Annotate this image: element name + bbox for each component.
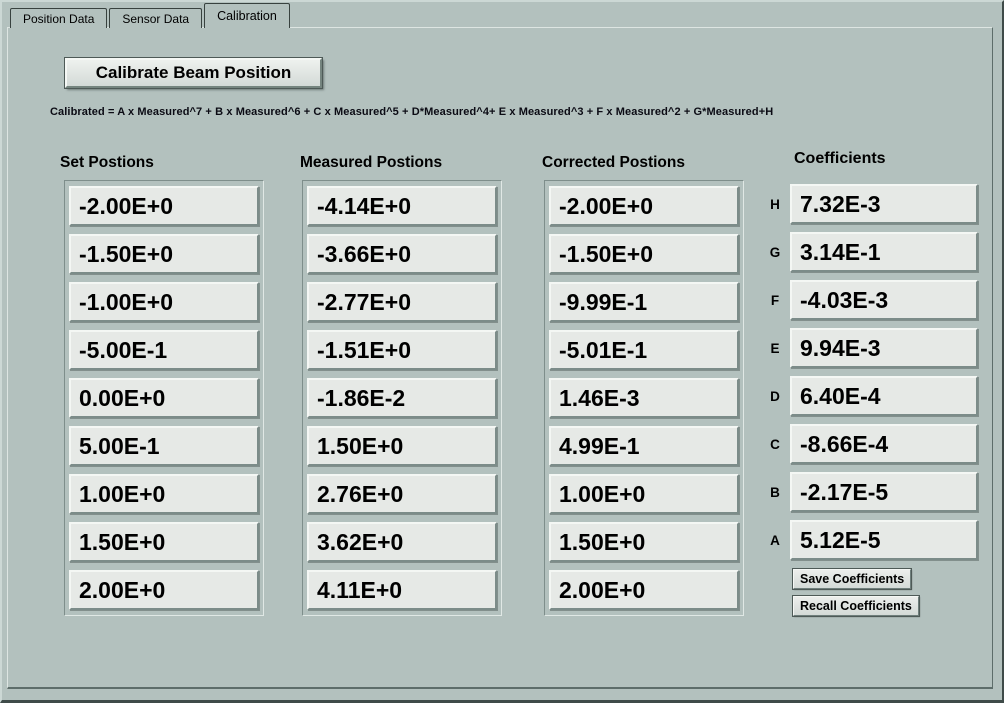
coefficient-label: G [769, 244, 781, 260]
corrected-position-field[interactable]: 4.99E-1 [549, 426, 739, 466]
measured-positions-header: Measured Postions [300, 154, 443, 171]
measured-position-field[interactable]: -1.51E+0 [307, 330, 497, 370]
set-positions-header: Set Postions [60, 154, 154, 171]
corrected-position-field[interactable]: -1.50E+0 [549, 234, 739, 274]
measured-positions-array [302, 180, 502, 616]
set-position-field[interactable]: 1.00E+0 [69, 474, 259, 514]
set-positions-array [64, 180, 264, 616]
measured-position-field[interactable]: 2.76E+0 [307, 474, 497, 514]
coefficient-label: A [770, 532, 780, 548]
tab-position-data[interactable]: Position Data [10, 8, 107, 28]
set-position-field[interactable]: 0.00E+0 [69, 378, 259, 418]
calibrate-beam-position-button[interactable]: Calibrate Beam Position [65, 58, 322, 88]
set-position-field[interactable]: -1.00E+0 [69, 282, 259, 322]
corrected-position-field[interactable]: 1.46E-3 [549, 378, 739, 418]
measured-position-field[interactable]: 3.62E+0 [307, 522, 497, 562]
corrected-positions-header: Corrected Postions [542, 154, 685, 171]
corrected-position-field[interactable]: -9.99E-1 [549, 282, 739, 322]
save-coefficients-button[interactable]: Save Coefficients [793, 569, 911, 589]
coefficient-field[interactable]: 3.14E-1 [790, 232, 978, 272]
corrected-position-field[interactable]: 1.00E+0 [549, 474, 739, 514]
coefficient-field[interactable]: 6.40E-4 [790, 376, 978, 416]
coefficient-field[interactable]: -2.17E-5 [790, 472, 978, 512]
coefficient-row [760, 184, 978, 224]
coefficient-field[interactable]: -4.03E-3 [790, 280, 978, 320]
calibration-tab-page [7, 27, 993, 689]
corrected-position-field[interactable]: -5.01E-1 [549, 330, 739, 370]
corrected-position-field[interactable]: 2.00E+0 [549, 570, 739, 610]
set-position-field[interactable]: 5.00E-1 [69, 426, 259, 466]
coefficients-header: Coefficients [794, 150, 886, 167]
measured-position-field[interactable]: -4.14E+0 [307, 186, 497, 226]
tab-calibration[interactable]: Calibration [204, 3, 290, 28]
set-position-field[interactable]: -2.00E+0 [69, 186, 259, 226]
measured-position-field[interactable]: 1.50E+0 [307, 426, 497, 466]
coefficient-label: H [770, 196, 780, 212]
coefficient-row [760, 280, 978, 320]
corrected-position-field[interactable]: -2.00E+0 [549, 186, 739, 226]
recall-coefficients-button[interactable]: Recall Coefficients [793, 596, 919, 616]
set-position-field[interactable]: -1.50E+0 [69, 234, 259, 274]
coefficient-label: D [770, 388, 780, 404]
coefficient-field[interactable]: 7.32E-3 [790, 184, 978, 224]
coefficient-field[interactable]: 9.94E-3 [790, 328, 978, 368]
coefficients-group [760, 184, 978, 560]
coefficient-row [760, 328, 978, 368]
calibration-formula-text: Calibrated = A x Measured^7 + B x Measured^6 + C x Measured^5 + D*Measured^4+ E x Measured^3 + F x Measured^2 + G*Measured+H [50, 106, 774, 118]
tab-strip [10, 4, 292, 28]
corrected-positions-array [544, 180, 744, 616]
coefficient-field[interactable]: -8.66E-4 [790, 424, 978, 464]
coefficient-label: F [770, 292, 780, 308]
coefficient-row [760, 424, 978, 464]
corrected-position-field[interactable]: 1.50E+0 [549, 522, 739, 562]
measured-position-field[interactable]: 4.11E+0 [307, 570, 497, 610]
tab-sensor-data[interactable]: Sensor Data [109, 8, 202, 28]
coefficient-label: C [770, 436, 780, 452]
measured-position-field[interactable]: -1.86E-2 [307, 378, 497, 418]
coefficient-row [760, 520, 978, 560]
set-position-field[interactable]: 2.00E+0 [69, 570, 259, 610]
coefficient-label: B [770, 484, 780, 500]
coefficient-row [760, 232, 978, 272]
set-position-field[interactable]: -5.00E-1 [69, 330, 259, 370]
measured-position-field[interactable]: -3.66E+0 [307, 234, 497, 274]
coefficient-field[interactable]: 5.12E-5 [790, 520, 978, 560]
coefficient-row [760, 472, 978, 512]
set-position-field[interactable]: 1.50E+0 [69, 522, 259, 562]
measured-position-field[interactable]: -2.77E+0 [307, 282, 497, 322]
coefficient-row [760, 376, 978, 416]
coefficient-label: E [770, 340, 780, 356]
